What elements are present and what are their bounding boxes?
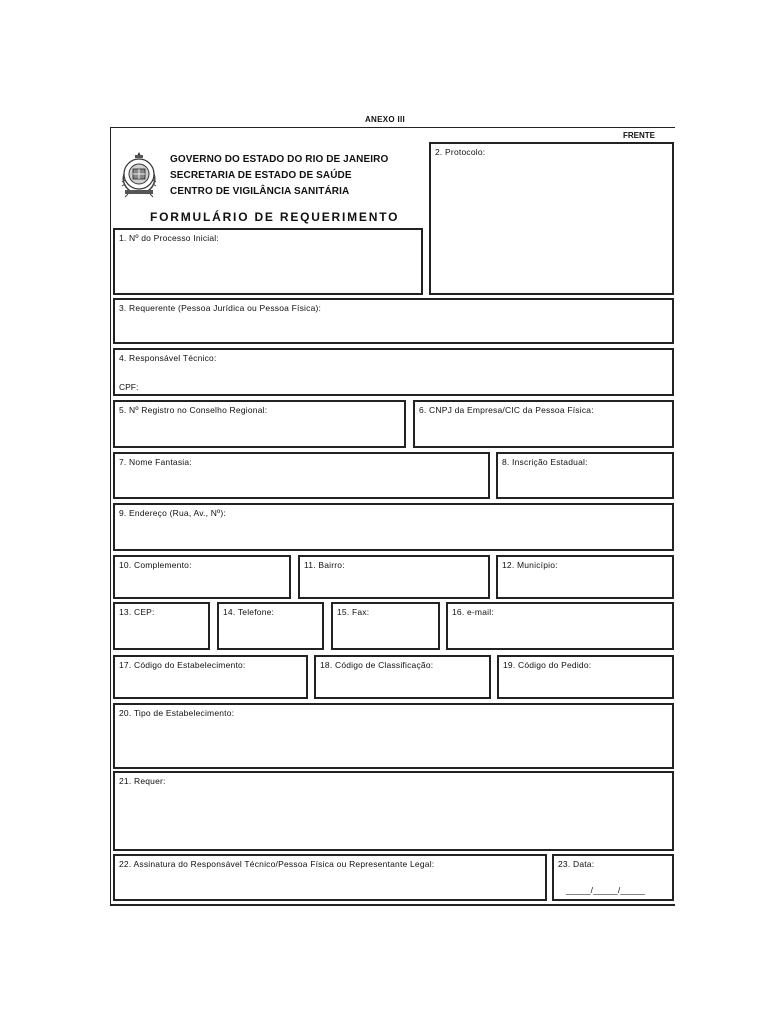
field-neighborhood[interactable] — [298, 555, 490, 599]
field-label: 7. Nome Fantasia: — [119, 457, 192, 467]
org-line-government: GOVERNO DO ESTADO DO RIO DE JANEIRO — [170, 154, 389, 165]
field-label: 22. Assinatura do Responsável Técnico/Pessoa Física ou Representante Legal: — [119, 859, 435, 869]
field-label: 5. Nº Registro no Conselho Regional: — [119, 405, 268, 415]
field-complement[interactable] — [113, 555, 291, 599]
field-fax[interactable] — [331, 602, 440, 650]
field-label: 18. Código de Classificação: — [320, 660, 434, 670]
annex-label: ANEXO III — [364, 115, 406, 124]
field-label: 10. Complemento: — [119, 560, 192, 570]
field-request-code[interactable] — [497, 655, 674, 699]
field-label: 4. Responsável Técnico: — [119, 353, 217, 363]
field-label: 12. Município: — [502, 560, 558, 570]
org-line-secretariat: SECRETARIA DE ESTADO DE SAÚDE — [170, 170, 352, 181]
cpf-label: CPF: — [119, 382, 139, 392]
page-side-label: FRENTE — [623, 131, 655, 140]
frame-top-line — [110, 127, 675, 128]
field-label: 21. Requer: — [119, 776, 166, 786]
field-label: 15. Fax: — [337, 607, 370, 617]
field-label: 19. Código do Pedido: — [503, 660, 592, 670]
frame-bottom-line — [110, 904, 675, 906]
field-label: 2. Protocolo: — [435, 147, 486, 157]
frame-left-line — [110, 127, 111, 905]
field-municipality[interactable] — [496, 555, 674, 599]
field-label: 16. e-mail: — [452, 607, 494, 617]
field-state-registration[interactable] — [496, 452, 674, 499]
field-label: 14. Telefone: — [223, 607, 275, 617]
field-label: 20. Tipo de Estabelecimento: — [119, 708, 235, 718]
field-request[interactable] — [113, 771, 674, 851]
field-establishment-type[interactable] — [113, 703, 674, 769]
state-coat-of-arms-icon — [119, 150, 159, 198]
field-label: 3. Requerente (Pessoa Jurídica ou Pessoa Física): — [119, 303, 322, 313]
field-address[interactable] — [113, 503, 674, 551]
field-protocol[interactable] — [429, 142, 674, 295]
field-applicant[interactable] — [113, 298, 674, 344]
date-blank-line: _____/_____/_____ — [566, 885, 646, 895]
field-zip-code[interactable] — [113, 602, 210, 650]
field-date[interactable] — [552, 854, 674, 901]
field-cnpj-cic[interactable] — [413, 400, 674, 448]
field-label: 11. Bairro: — [304, 560, 345, 570]
field-establishment-code[interactable] — [113, 655, 308, 699]
org-line-center: CENTRO DE VIGILÂNCIA SANITÁRIA — [170, 186, 350, 197]
field-label: 1. Nº do Processo Inicial: — [119, 233, 219, 243]
field-label: 23. Data: — [558, 859, 595, 869]
field-trade-name[interactable] — [113, 452, 490, 499]
field-label: 6. CNPJ da Empresa/CIC da Pessoa Física: — [419, 405, 594, 415]
field-label: 8. Inscrição Estadual: — [502, 457, 588, 467]
field-technical-responsible[interactable] — [113, 348, 674, 396]
field-label: 17. Código do Estabelecimento: — [119, 660, 246, 670]
field-process-number[interactable] — [113, 228, 423, 295]
field-label: 13. CEP: — [119, 607, 155, 617]
field-classification-code[interactable] — [314, 655, 491, 699]
field-label: 9. Endereço (Rua, Av., Nº): — [119, 508, 226, 518]
field-email[interactable] — [446, 602, 674, 650]
field-phone[interactable] — [217, 602, 324, 650]
field-signature[interactable] — [113, 854, 547, 901]
form-title: FORMULÁRIO DE REQUERIMENTO — [150, 210, 400, 224]
field-council-registration[interactable] — [113, 400, 406, 448]
